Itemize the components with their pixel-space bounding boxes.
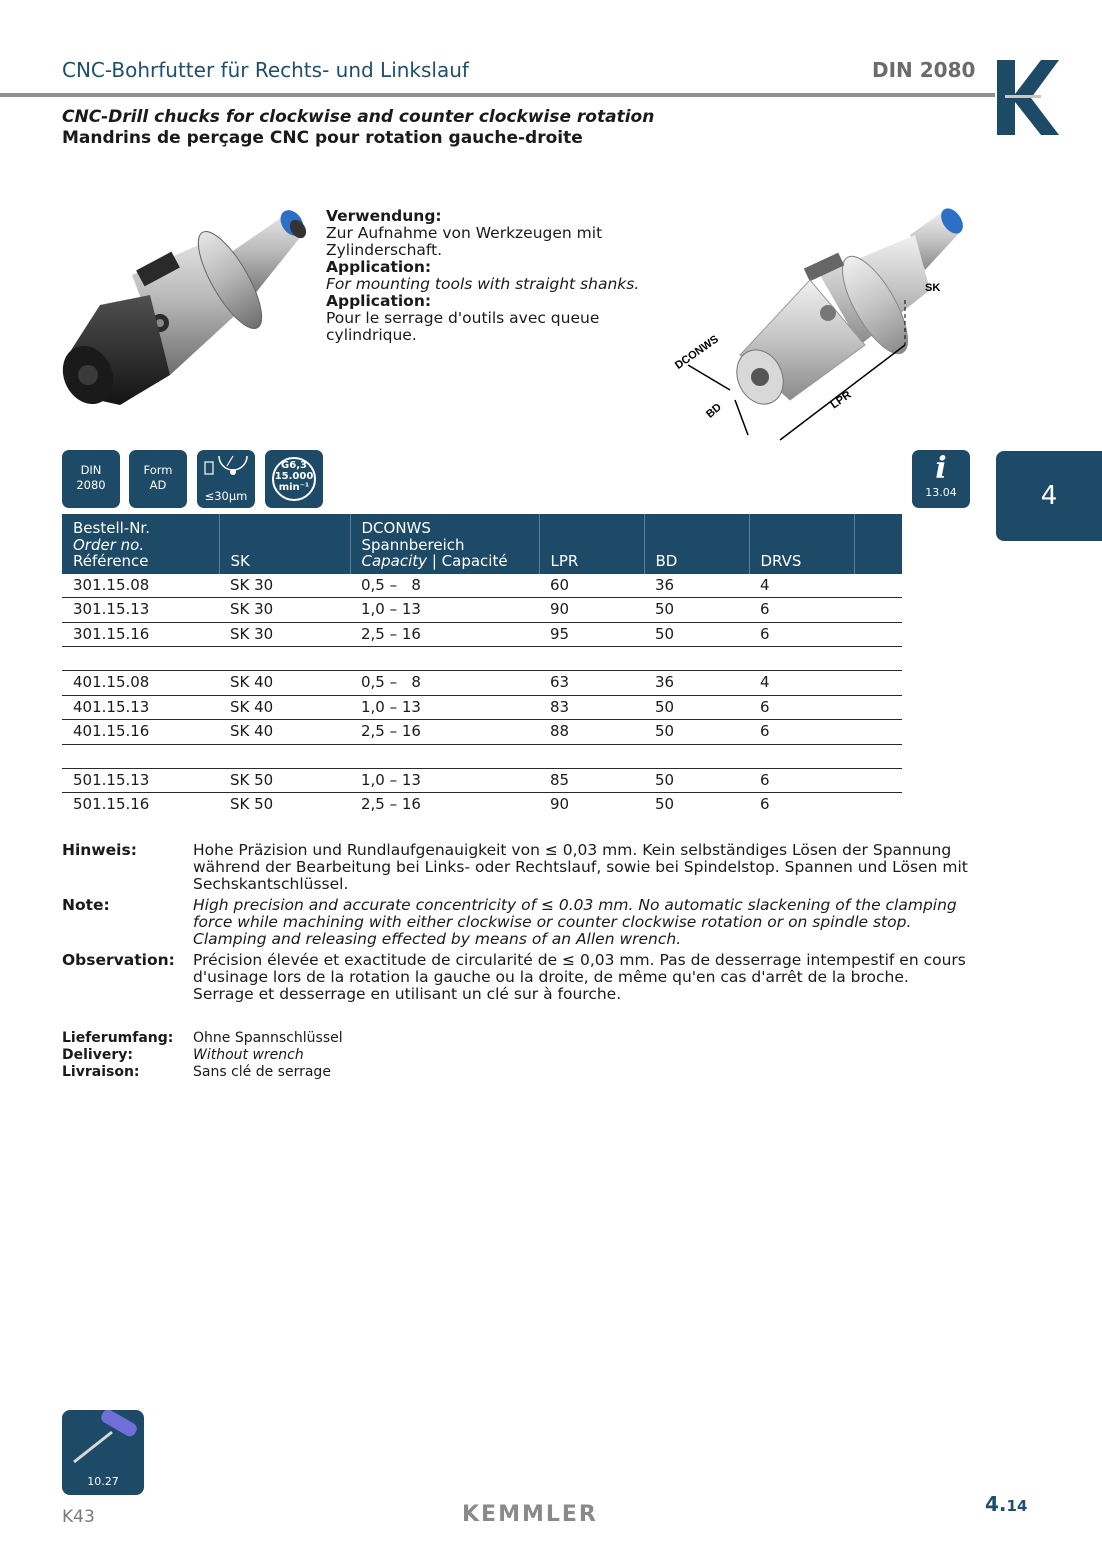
cell-sk: SK 30 bbox=[219, 598, 350, 623]
delivery-en-text: Without wrench bbox=[193, 1047, 304, 1063]
badge-din-line2: 2080 bbox=[76, 478, 106, 492]
spec-table bbox=[62, 514, 902, 817]
cell-lpr: 85 bbox=[539, 768, 644, 793]
note-en-text: High precision and accurate concentricity of ≤ 0.03 mm. No automatic slackening of the clamping force while machining with either clockwise or counter clockwise rotation or on spindle stop. Clamping and releasing effected by means of an Allen wrench. bbox=[193, 896, 957, 948]
cell-lpr: 63 bbox=[539, 671, 644, 696]
delivery-fr-text: Sans clé de serrage bbox=[193, 1064, 331, 1080]
cell-order-no: 301.15.16 bbox=[62, 622, 219, 647]
note-fr bbox=[62, 951, 966, 1006]
table-spacer-cell bbox=[219, 647, 350, 671]
badge-form bbox=[129, 450, 187, 508]
cell-lpr: 90 bbox=[550, 795, 570, 813]
table-row bbox=[62, 793, 902, 817]
badge-balance bbox=[265, 450, 323, 508]
dim-label-dconws: DCONWS bbox=[672, 333, 721, 372]
table-spacer-cell bbox=[644, 744, 749, 768]
usage-de-label: Verwendung: bbox=[326, 207, 442, 225]
table-spacer-cell bbox=[539, 647, 644, 671]
chuck-photo bbox=[60, 205, 310, 410]
delivery-en-label: Delivery: bbox=[62, 1047, 133, 1063]
footer-brand: KEMMLER bbox=[462, 1502, 598, 1527]
cell-empty bbox=[854, 671, 902, 696]
cell-bd: 50 bbox=[644, 598, 749, 623]
usage-en-text: For mounting tools with straight shanks. bbox=[326, 275, 640, 293]
header-rule bbox=[0, 93, 995, 97]
cell-drvs: 6 bbox=[749, 768, 854, 793]
delivery-fr-label: Livraison: bbox=[62, 1064, 140, 1080]
usage-en-label: Application: bbox=[326, 258, 432, 276]
cell-capacity: 0,5 – 8 bbox=[350, 574, 539, 598]
delivery-de-text: Ohne Spannschlüssel bbox=[193, 1030, 343, 1046]
table-spacer-cell bbox=[539, 744, 644, 768]
col-order-en: Order no. bbox=[73, 535, 145, 554]
table-spacer-cell bbox=[219, 744, 350, 768]
footer-code: K43 bbox=[62, 1507, 95, 1527]
badge-runout-text: ≤30µm bbox=[204, 489, 248, 503]
col-sk: SK bbox=[219, 514, 350, 574]
cell-capacity: 0,5 – 8 bbox=[350, 671, 539, 696]
table-spacer-cell bbox=[749, 744, 854, 768]
cell-lpr: 83 bbox=[539, 695, 644, 720]
dim-label-lpr: LPR bbox=[828, 388, 854, 412]
cell-empty bbox=[854, 598, 902, 623]
cell-empty bbox=[854, 574, 902, 598]
table-spacer-row bbox=[62, 647, 902, 671]
col-drvs: DRVS bbox=[749, 514, 854, 574]
hex-wrench-icon bbox=[62, 1410, 144, 1472]
table-row bbox=[62, 671, 902, 696]
table-row bbox=[62, 622, 902, 647]
table-spacer-cell bbox=[350, 647, 539, 671]
note-en-label: Note: bbox=[62, 896, 110, 914]
cell-empty bbox=[854, 720, 902, 745]
cell-bd: 50 bbox=[655, 795, 675, 813]
cell-lpr: 88 bbox=[539, 720, 644, 745]
cell-bd: 50 bbox=[644, 768, 749, 793]
cell-capacity: 1,0 – 13 bbox=[350, 768, 539, 793]
table-row bbox=[62, 768, 902, 793]
cell-sk: SK 50 bbox=[219, 768, 350, 793]
cell-lpr: 95 bbox=[539, 622, 644, 647]
cell-empty bbox=[854, 695, 902, 720]
info-icon: i bbox=[935, 451, 947, 486]
col-order-de: Bestell-Nr. bbox=[73, 519, 150, 537]
usage-block bbox=[326, 208, 656, 344]
dim-label-bd: BD bbox=[704, 401, 724, 421]
subtitle-fr: Mandrins de perçage CNC pour rotation gauche-droite bbox=[62, 128, 583, 148]
note-de-label: Hinweis: bbox=[62, 841, 137, 859]
cell-order-no: 401.15.08 bbox=[62, 671, 219, 696]
table-spacer-cell bbox=[62, 647, 219, 671]
cell-order-no: 501.15.16 bbox=[73, 795, 150, 813]
table-spacer-cell bbox=[644, 647, 749, 671]
cell-bd: 36 bbox=[644, 574, 749, 598]
col-capacity-fr: Capacité bbox=[441, 552, 508, 570]
cell-drvs: 6 bbox=[749, 720, 854, 745]
cell-empty bbox=[854, 622, 902, 647]
cell-order-no: 401.15.16 bbox=[62, 720, 219, 745]
col-order-fr: Référence bbox=[73, 552, 149, 570]
table-row bbox=[62, 574, 902, 598]
cell-bd: 50 bbox=[644, 622, 749, 647]
note-en bbox=[62, 897, 962, 951]
cell-order-no: 501.15.13 bbox=[62, 768, 219, 793]
cell-bd: 50 bbox=[644, 695, 749, 720]
delivery-block bbox=[62, 1030, 662, 1082]
cell-sk: SK 40 bbox=[219, 695, 350, 720]
cell-order-no: 401.15.13 bbox=[62, 695, 219, 720]
table-header-row bbox=[62, 514, 902, 574]
page-title: CNC-Bohrfutter für Rechts- und Linkslauf bbox=[62, 58, 469, 82]
dimension-drawing bbox=[660, 205, 990, 450]
note-fr-label: Observation: bbox=[62, 951, 175, 969]
kemmler-logo-icon bbox=[997, 60, 1059, 135]
delivery-de-label: Lieferumfang: bbox=[62, 1030, 174, 1046]
col-capacity-de: Spannbereich bbox=[361, 535, 465, 554]
chapter-tab[interactable]: 4 bbox=[996, 451, 1102, 541]
cell-drvs: 6 bbox=[749, 598, 854, 623]
cell-capacity: 2,5 – 16 bbox=[350, 720, 539, 745]
rotation-icon bbox=[269, 454, 319, 504]
cell-drvs: 4 bbox=[749, 671, 854, 696]
cell-sk: SK 50 bbox=[230, 795, 274, 813]
cell-capacity: 2,5 – 16 bbox=[361, 795, 421, 813]
badge-form-line1: Form bbox=[143, 463, 173, 477]
badge-balance-line1: G6,3 bbox=[281, 460, 307, 471]
table-row bbox=[62, 598, 902, 623]
cell-empty bbox=[854, 768, 902, 793]
cell-drvs: 6 bbox=[749, 622, 854, 647]
cell-capacity: 1,0 – 13 bbox=[350, 598, 539, 623]
cell-capacity: 2,5 – 16 bbox=[350, 622, 539, 647]
table-spacer-cell bbox=[62, 744, 219, 768]
col-capacity-dconws: DCONWS bbox=[361, 519, 431, 537]
info-badge[interactable] bbox=[912, 450, 970, 508]
table-spacer-cell bbox=[350, 744, 539, 768]
cell-drvs: 4 bbox=[749, 574, 854, 598]
badge-din-line1: DIN bbox=[80, 463, 102, 477]
col-lpr: LPR bbox=[539, 514, 644, 574]
col-empty bbox=[854, 514, 902, 574]
col-bd: BD bbox=[644, 514, 749, 574]
table-row bbox=[62, 720, 902, 745]
dial-gauge-icon bbox=[197, 450, 255, 488]
table-spacer-cell bbox=[749, 647, 854, 671]
cell-sk: SK 30 bbox=[219, 574, 350, 598]
note-fr-text: Précision élevée et exactitude de circularité de ≤ 0,03 mm. Pas de desserrage intempestif en cours d'usinage lors de la rotation la gauche ou la droite, de même qu'en cas d'arrêt de la broche. Serrage et desserrage en utilisant un clé sur à fourche. bbox=[193, 951, 966, 1003]
subtitle-en: CNC-Drill chucks for clockwise and counter clockwise rotation bbox=[62, 107, 655, 127]
badge-balance-line2: 15.000 bbox=[274, 471, 314, 482]
col-capacity-en: Capacity bbox=[361, 552, 428, 570]
cell-sk: SK 40 bbox=[219, 720, 350, 745]
cell-sk: SK 30 bbox=[219, 622, 350, 647]
cell-bd: 36 bbox=[644, 671, 749, 696]
cell-empty bbox=[854, 793, 902, 817]
table-row bbox=[62, 695, 902, 720]
dim-label-sk: SK bbox=[925, 282, 941, 294]
badge-runout bbox=[197, 450, 255, 508]
table-spacer-cell bbox=[854, 744, 902, 768]
wrench-ref: 10.27 bbox=[87, 1475, 119, 1488]
cell-capacity: 1,0 – 13 bbox=[350, 695, 539, 720]
col-order bbox=[62, 514, 219, 574]
badge-din bbox=[62, 450, 120, 508]
table-spacer-cell bbox=[854, 647, 902, 671]
cell-lpr: 60 bbox=[539, 574, 644, 598]
cell-drvs: 6 bbox=[749, 695, 854, 720]
page-number bbox=[985, 1492, 1027, 1516]
cell-order-no: 301.15.13 bbox=[62, 598, 219, 623]
cell-sk: SK 40 bbox=[219, 671, 350, 696]
cell-lpr: 90 bbox=[539, 598, 644, 623]
table-spacer-row bbox=[62, 744, 902, 768]
page-number-sub: 14 bbox=[1006, 1497, 1028, 1515]
badge-balance-line3: min⁻¹ bbox=[278, 482, 310, 493]
info-ref: 13.04 bbox=[925, 486, 957, 499]
note-de bbox=[62, 841, 968, 896]
din-standard: DIN 2080 bbox=[872, 58, 976, 82]
cell-order-no: 301.15.08 bbox=[62, 574, 219, 598]
usage-de-text: Zur Aufnahme von Werkzeugen mit Zylinderschaft. bbox=[326, 224, 603, 259]
usage-fr-text: Pour le serrage d'outils avec queue cylindrique. bbox=[326, 309, 600, 344]
wrench-accessory-link[interactable] bbox=[62, 1410, 144, 1495]
col-capacity-sep: | bbox=[427, 552, 442, 570]
col-capacity bbox=[350, 514, 539, 574]
usage-fr-label: Application: bbox=[326, 292, 432, 310]
badge-form-line2: AD bbox=[149, 478, 167, 492]
note-de-text: Hohe Präzision und Rundlaufgenauigkeit von ≤ 0,03 mm. Kein selbständiges Lösen der Spannung während der Bearbeitung bei Links- oder Rechtslauf, sowie bei Spindelstop. Spannen und Lösen mit Sechskantschlüssel. bbox=[193, 841, 968, 893]
cell-drvs: 6 bbox=[760, 795, 770, 813]
cell-bd: 50 bbox=[644, 720, 749, 745]
page-number-main: 4. bbox=[985, 1492, 1007, 1516]
